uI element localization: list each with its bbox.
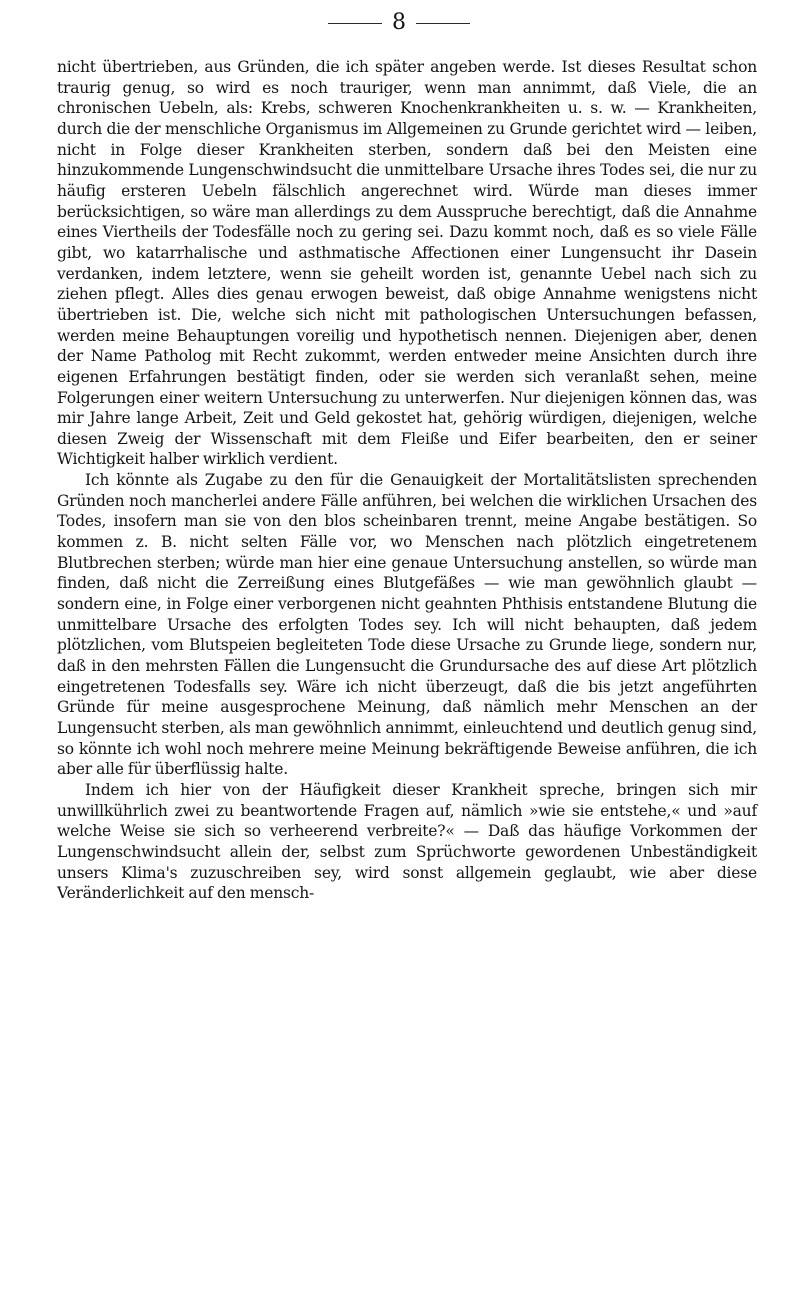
paragraph-3: Indem ich hier von der Häufigkeit dieser Krankheit spreche, bringen sich mir unwillkührlich zwei zu beantwortende Fragen auf, nämlich »wie sie entstehe,« und »auf welche Weise sie sich so verheerend verbreite?« — Daß das häufige Vorkommen der Lungenschwindsucht allein der, selbst zum Sprüchworte gewordenen Unbeständigkeit unsers Klima's zuzuschreiben sey, wird sonst allgemein geglaubt, wie aber diese Veränderlichkeit auf den mensch- (57, 780, 757, 903)
page-number: 8 (392, 10, 406, 35)
paragraph-2: Ich könnte als Zugabe zu den für die Genauigkeit der Mortalitätslisten sprechenden Gründen noch mancherlei andere Fälle anführen, bei welchen die wirklichen Ursachen des Todes, insofern man sie von den blos scheinbaren trennt, meine Angabe bestätigen. So kommen z. B. nicht selten Fälle vor, wo Menschen nach plötzlich eingetretenem Blutbrechen sterben; würde man hier eine genaue Untersuchung anstellen, so würde man finden, daß nicht die Zerreißung eines Blutgefäßes — wie man gewöhnlich glaubt — sondern eine, in Folge einer verborgenen nicht geahnten Phthisis entstandene Blutung die unmittelbare Ursache des erfolgten Todes sey. Ich will nicht behaupten, daß jedem plötzlichen, vom Blutspeien begleiteten Tode diese Ursache zu Grunde liege, sondern nur, daß in den mehrsten Fällen die Lungensucht die Grundursache des auf diese Art plötzlich eingetretenen Todesfalls sey. Wäre ich nicht überzeugt, daß die bis jetzt angeführten Gründe für meine ausgesprochene Meinung, daß nämlich mehr Menschen an der Lungensucht sterben, als man gewöhnlich annimmt, einleuchtend und deutlich genug sind, so könnte ich wohl noch mehrere meine Meinung bekräftigende Beweise anführen, die ich aber alle für überflüssig halte. (57, 471, 757, 779)
paragraph-1: nicht übertrieben, aus Gründen, die ich später angeben werde. Ist dieses Resultat schon traurig genug, so wird es noch trauriger, wenn man annimmt, daß Viele, die an chronischen Uebeln, als: Krebs, schweren Knochenkrankheiten u. s. w. — Krankheiten, durch die der menschliche Organismus im Allgemeinen zu Grunde gerichtet wird — leiben, nicht in Folge dieser Krankheiten sterben, sondern daß bei den Meisten eine hinzukommende Lungenschwindsucht die unmittelbare Ursache ihres Todes sei, die nur zu häufig ersteren Uebeln fälschlich angerechnet wird. Würde man dieses immer berücksichtigen, so wäre man allerdings zu dem Ausspruche berechtigt, daß die Annahme eines Viertheils der Todesfälle noch zu gering sei. Dazu kommt noch, daß es so viele Fälle gibt, wo katarrhalische und asthmatische Affectionen einer Lungensucht ihr Dasein verdanken, indem letztere, wenn sie geheilt worden ist, genannte Uebel nach sich zu ziehen pflegt. Alles dies genau erwogen beweist, daß obige Annahme wenigstens nicht übertrieben ist. Die, welche sich nicht mit pathologischen Untersuchungen befassen, werden meine Behauptungen voreilig und hypothetisch nennen. Diejenigen aber, denen der Name Patholog mit Recht zukommt, werden entweder meine Ansichten durch ihre eigenen Erfahrungen bestätigt finden, oder sie werden sich veranlaßt sehen, meine Folgerungen einer weitern Untersuchung zu unterwerfen. Nur diejenigen können das, was mir Jahre lange Arbeit, Zeit und Geld gekostet hat, gehörig würdigen, diejenigen, welche diesen Zweig der Wissenschaft mit dem Fleiße und Eifer bearbeiten, den er seiner Wichtigkeit halber wirklich verdient. (57, 58, 757, 469)
body-text (57, 57, 757, 904)
page-header (0, 8, 800, 38)
header-rule-right (416, 23, 470, 24)
header-rule-left (328, 23, 382, 24)
